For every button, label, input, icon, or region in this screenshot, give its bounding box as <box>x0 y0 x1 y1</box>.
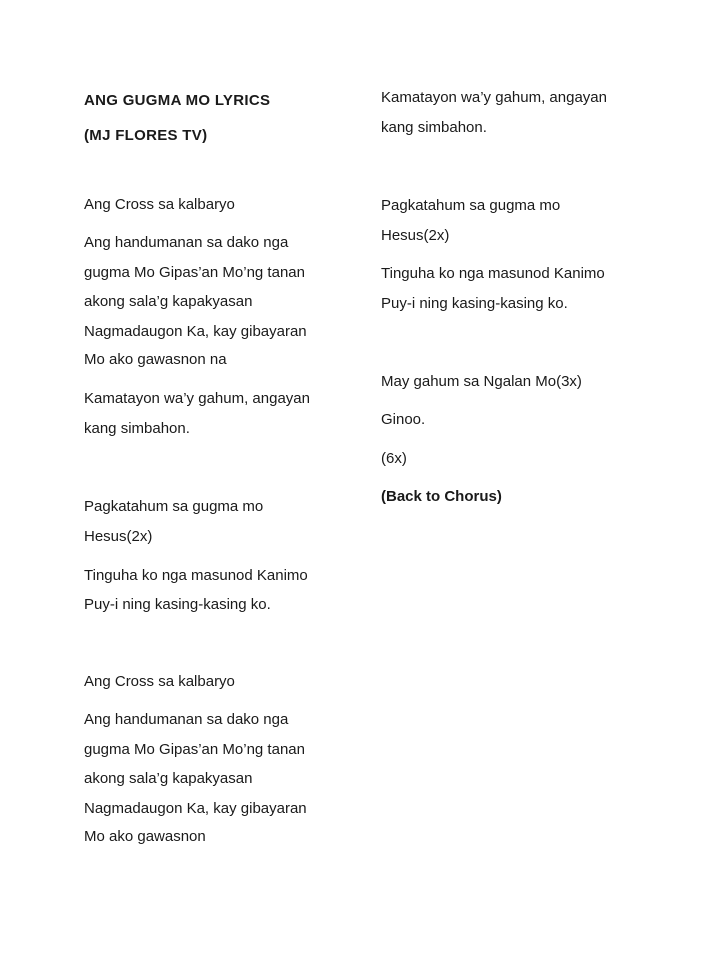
document-subtitle: (MJ FLORES TV) <box>84 127 208 144</box>
document-title: ANG GUGMA MO LYRICS <box>84 92 271 109</box>
lyric-line: kang simbahon. <box>381 119 487 136</box>
lyric-line: Mo ako gawasnon na <box>84 351 227 368</box>
lyric-line: akong sala’g kapakyasan <box>84 293 253 310</box>
lyric-line: Hesus(2x) <box>381 227 450 244</box>
lyric-line: Hesus(2x) <box>84 528 153 545</box>
lyric-line: Kamatayon wa’y gahum, angayan <box>381 89 607 106</box>
lyric-line: Pagkatahum sa gugma mo <box>84 498 264 515</box>
lyric-line: Ginoo. <box>381 411 426 428</box>
lyric-line: akong sala’g kapakyasan <box>84 770 253 787</box>
lyric-line: Puy-i ning kasing-kasing ko. <box>381 295 568 312</box>
lyric-line: gugma Mo Gipas’an Mo’ng tanan <box>84 264 305 281</box>
lyric-line: kang simbahon. <box>84 420 190 437</box>
lyric-line-instruction: (Back to Chorus) <box>381 488 502 505</box>
lyric-line: Nagmadaugon Ka, kay gibayaran <box>84 800 307 817</box>
lyric-line: Ang handumanan sa dako nga <box>84 234 289 251</box>
lyric-line: Pagkatahum sa gugma mo <box>381 197 561 214</box>
lyric-line: Nagmadaugon Ka, kay gibayaran <box>84 323 307 340</box>
lyric-line: gugma Mo Gipas’an Mo’ng tanan <box>84 741 305 758</box>
lyric-line: (6x) <box>381 450 407 467</box>
lyric-line: Tinguha ko nga masunod Kanimo <box>381 265 605 282</box>
lyric-line: Puy-i ning kasing-kasing ko. <box>84 596 271 613</box>
lyric-line: Kamatayon wa’y gahum, angayan <box>84 390 310 407</box>
lyric-line: Tinguha ko nga masunod Kanimo <box>84 567 308 584</box>
lyric-line: Mo ako gawasnon <box>84 828 206 845</box>
lyric-line: Ang Cross sa kalbaryo <box>84 196 235 213</box>
lyric-line: Ang Cross sa kalbaryo <box>84 673 235 690</box>
lyric-line: Ang handumanan sa dako nga <box>84 711 289 728</box>
lyric-line: May gahum sa Ngalan Mo(3x) <box>381 373 582 390</box>
